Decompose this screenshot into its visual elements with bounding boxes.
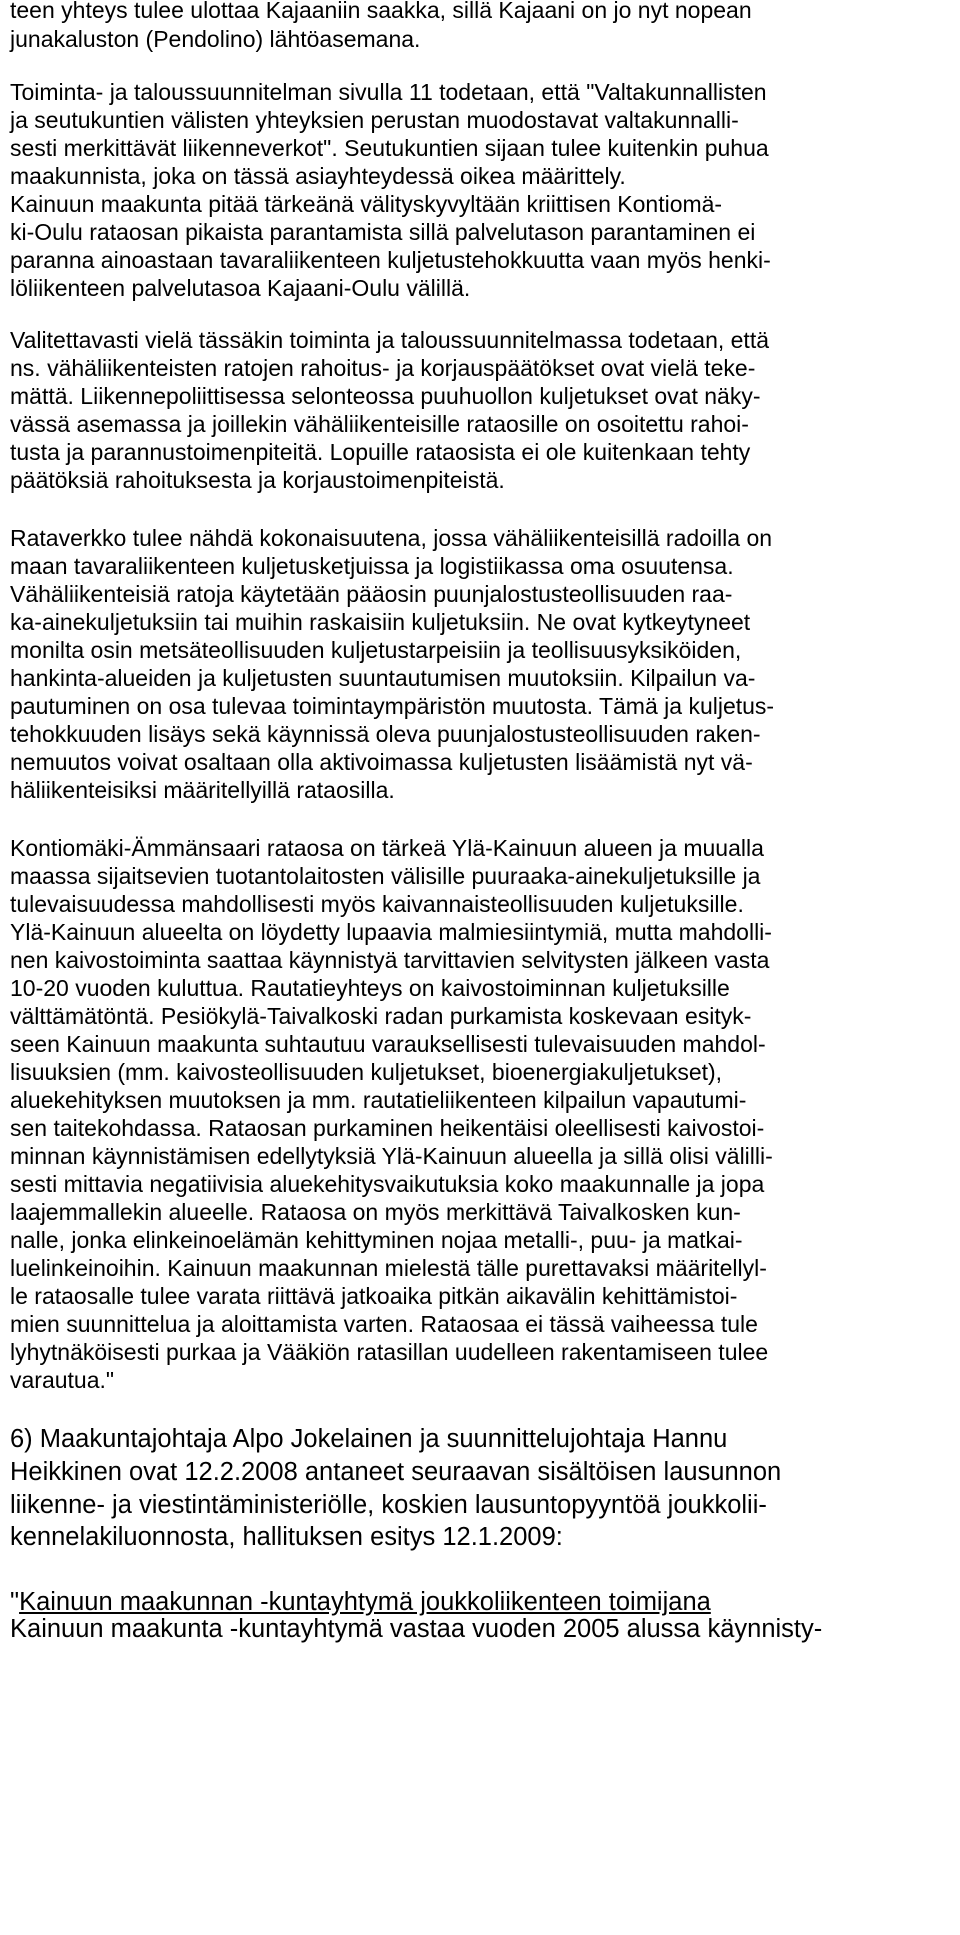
- text-line: luelinkeinoihin. Kainuun maakunnan mielestä tälle purettavaksi määritellyl-: [10, 1255, 767, 1281]
- text-line: kennelakiluonnosta, hallituksen esitys 12.1.2009:: [10, 1523, 563, 1551]
- text-line: maassa sijaitsevien tuotantolaitosten välisille puuraaka-ainekuljetuksille ja: [10, 863, 761, 889]
- text-line: nen kaivostoiminta saattaa käynnistyä tarvittavien selvitysten jälkeen vasta: [10, 947, 770, 973]
- text-line: löliikenteen palvelutasoa Kajaani-Oulu välillä.: [10, 275, 471, 301]
- text-line: tulevaisuudessa mahdollisesti myös kaivannaisteollisuuden kuljetuksille.: [10, 891, 744, 917]
- text-line: maan tavaraliikenteen kuljetusketjuissa ja logistiikassa oma osuutensa.: [10, 553, 734, 579]
- text-line: lyhytnäköisesti purkaa ja Vääkiön ratasillan uudelleen rakentamiseen tulee: [10, 1339, 769, 1365]
- text-line: teen yhteys tulee ulottaa Kajaaniin saakka, sillä Kajaani on jo nyt nopean: [10, 0, 752, 23]
- text-line: mien suunnittelua ja aloittamista varten. Rataosaa ei tässä vaiheessa tule: [10, 1311, 758, 1337]
- text-line: ns. vähäliikenteisten ratojen rahoitus- ja korjauspäätökset ovat vielä teke-: [10, 355, 756, 381]
- text-line: varautua.": [10, 1367, 115, 1393]
- underlined-heading: Kainuun maakunnan -kuntayhtymä joukkoliikenteen toimijana: [19, 1588, 711, 1616]
- text-line: nalle, jonka elinkeinoelämän kehittyminen nojaa metalli-, puu- ja matkai-: [10, 1227, 743, 1253]
- text-line: Toiminta- ja taloussuunnitelman sivulla 11 todetaan, että "Valtakunnallisten: [10, 79, 767, 105]
- text-line: pautuminen on osa tulevaa toimintaympäristön muutosta. Tämä ja kuljetus-: [10, 693, 775, 719]
- text-line: nemuutos voivat osaltaan olla aktivoimassa kuljetusten lisäämistä nyt vä-: [10, 749, 753, 775]
- text-line: Kainuun maakunta pitää tärkeänä välityskyvyltään kriittisen Kontiomä-: [10, 191, 723, 217]
- quote-mark: ": [10, 1588, 20, 1616]
- text-line: Ylä-Kainuun alueelta on löydetty lupaavia malmiesiintymiä, mutta mahdolli-: [10, 919, 772, 945]
- text-line: sesti merkittävät liikenneverkot". Seutukuntien sijaan tulee kuitenkin puhua: [10, 135, 769, 161]
- text-line: vässä asemassa ja joillekin vähäliikenteisille rataosille on osoitettu rahoi-: [10, 411, 749, 437]
- text-line: lisuuksien (mm. kaivosteollisuuden kuljetukset, bioenergiakuljetukset),: [10, 1059, 723, 1085]
- text-line: 10-20 vuoden kuluttua. Rautatieyhteys on kaivostoiminnan kuljetuksille: [10, 975, 730, 1001]
- text-line: sen taitekohdassa. Rataosan purkaminen heikentäisi oleellisesti kaivostoi-: [10, 1115, 765, 1141]
- text-line: häliikenteisiksi määritellyillä rataosilla.: [10, 777, 395, 803]
- text-line: Vähäliikenteisiä ratoja käytetään pääosin puunjalostusteollisuuden raa-: [10, 581, 733, 607]
- text-line: maakunnista, joka on tässä asiayhteydessä oikea määrittely.: [10, 163, 626, 189]
- text-line: sesti mittavia negatiivisia aluekehitysvaikutuksia koko maakunnalle ja jopa: [10, 1171, 765, 1197]
- text-line: junakaluston (Pendolino) lähtöasemana.: [10, 26, 421, 52]
- text-line: ka-ainekuljetuksiin tai muihin raskaisiin kuljetuksiin. Ne ovat kytkeytyneet: [10, 609, 751, 635]
- text-line: tehokkuuden lisäys sekä käynnissä oleva puunjalostusteollisuuden raken-: [10, 721, 761, 747]
- text-line: liikenne- ja viestintäministeriölle, koskien lausuntopyyntöä joukkolii-: [10, 1491, 767, 1519]
- text-line: paranna ainoastaan tavaraliikenteen kuljetustehokkuutta vaan myös henki-: [10, 247, 771, 273]
- text-line: ki-Oulu rataosan pikaista parantamista sillä palvelutason parantaminen ei: [10, 219, 756, 245]
- text-line: Heikkinen ovat 12.2.2008 antaneet seuraavan sisältöisen lausunnon: [10, 1458, 782, 1486]
- text-line: hankinta-alueiden ja kuljetusten suuntautumisen muutoksiin. Kilpailun va-: [10, 665, 756, 691]
- text-line: 6) Maakuntajohtaja Alpo Jokelainen ja suunnittelujohtaja Hannu: [10, 1425, 728, 1453]
- text-line: minnan käynnistämisen edellytyksiä Ylä-Kainuun alueella ja sillä olisi välilli-: [10, 1143, 773, 1169]
- text-line: Kontiomäki-Ämmänsaari rataosa on tärkeä Ylä-Kainuun alueen ja muualla: [10, 835, 764, 861]
- text-line: seen Kainuun maakunta suhtautuu varauksellisesti tulevaisuuden mahdol-: [10, 1031, 766, 1057]
- text-line: monilta osin metsäteollisuuden kuljetustarpeisiin ja teollisuusyksiköiden,: [10, 637, 742, 663]
- text-line: välttämätöntä. Pesiökylä-Taivalkoski radan purkamista koskevaan esityk-: [10, 1003, 752, 1029]
- text-line: mättä. Liikennepoliittisessa selonteossa puuhuollon kuljetukset ovat näky-: [10, 383, 761, 409]
- text-line: ja seutukuntien välisten yhteyksien perustan muodostavat valtakunnalli-: [10, 107, 739, 133]
- text-line: aluekehityksen muutoksen ja mm. rautatieliikenteen kilpailun vapautumi-: [10, 1087, 747, 1113]
- text-line: päätöksiä rahoituksesta ja korjaustoimenpiteistä.: [10, 467, 505, 493]
- text-line: le rataosalle tulee varata riittävä jatkoaika pitkän aikavälin kehittämistoi-: [10, 1283, 738, 1309]
- text-line: Rataverkko tulee nähdä kokonaisuutena, jossa vähäliikenteisillä radoilla on: [10, 525, 773, 551]
- text-line: Valitettavasti vielä tässäkin toiminta ja taloussuunnitelmassa todetaan, että: [10, 327, 769, 353]
- text-line: tusta ja parannustoimenpiteitä. Lopuille rataosista ei ole kuitenkaan tehty: [10, 439, 751, 465]
- text-line: Kainuun maakunta -kuntayhtymä vastaa vuoden 2005 alussa käynnisty-: [10, 1615, 823, 1643]
- text-line: laajemmallekin alueelle. Rataosa on myös merkittävä Taivalkosken kun-: [10, 1199, 741, 1225]
